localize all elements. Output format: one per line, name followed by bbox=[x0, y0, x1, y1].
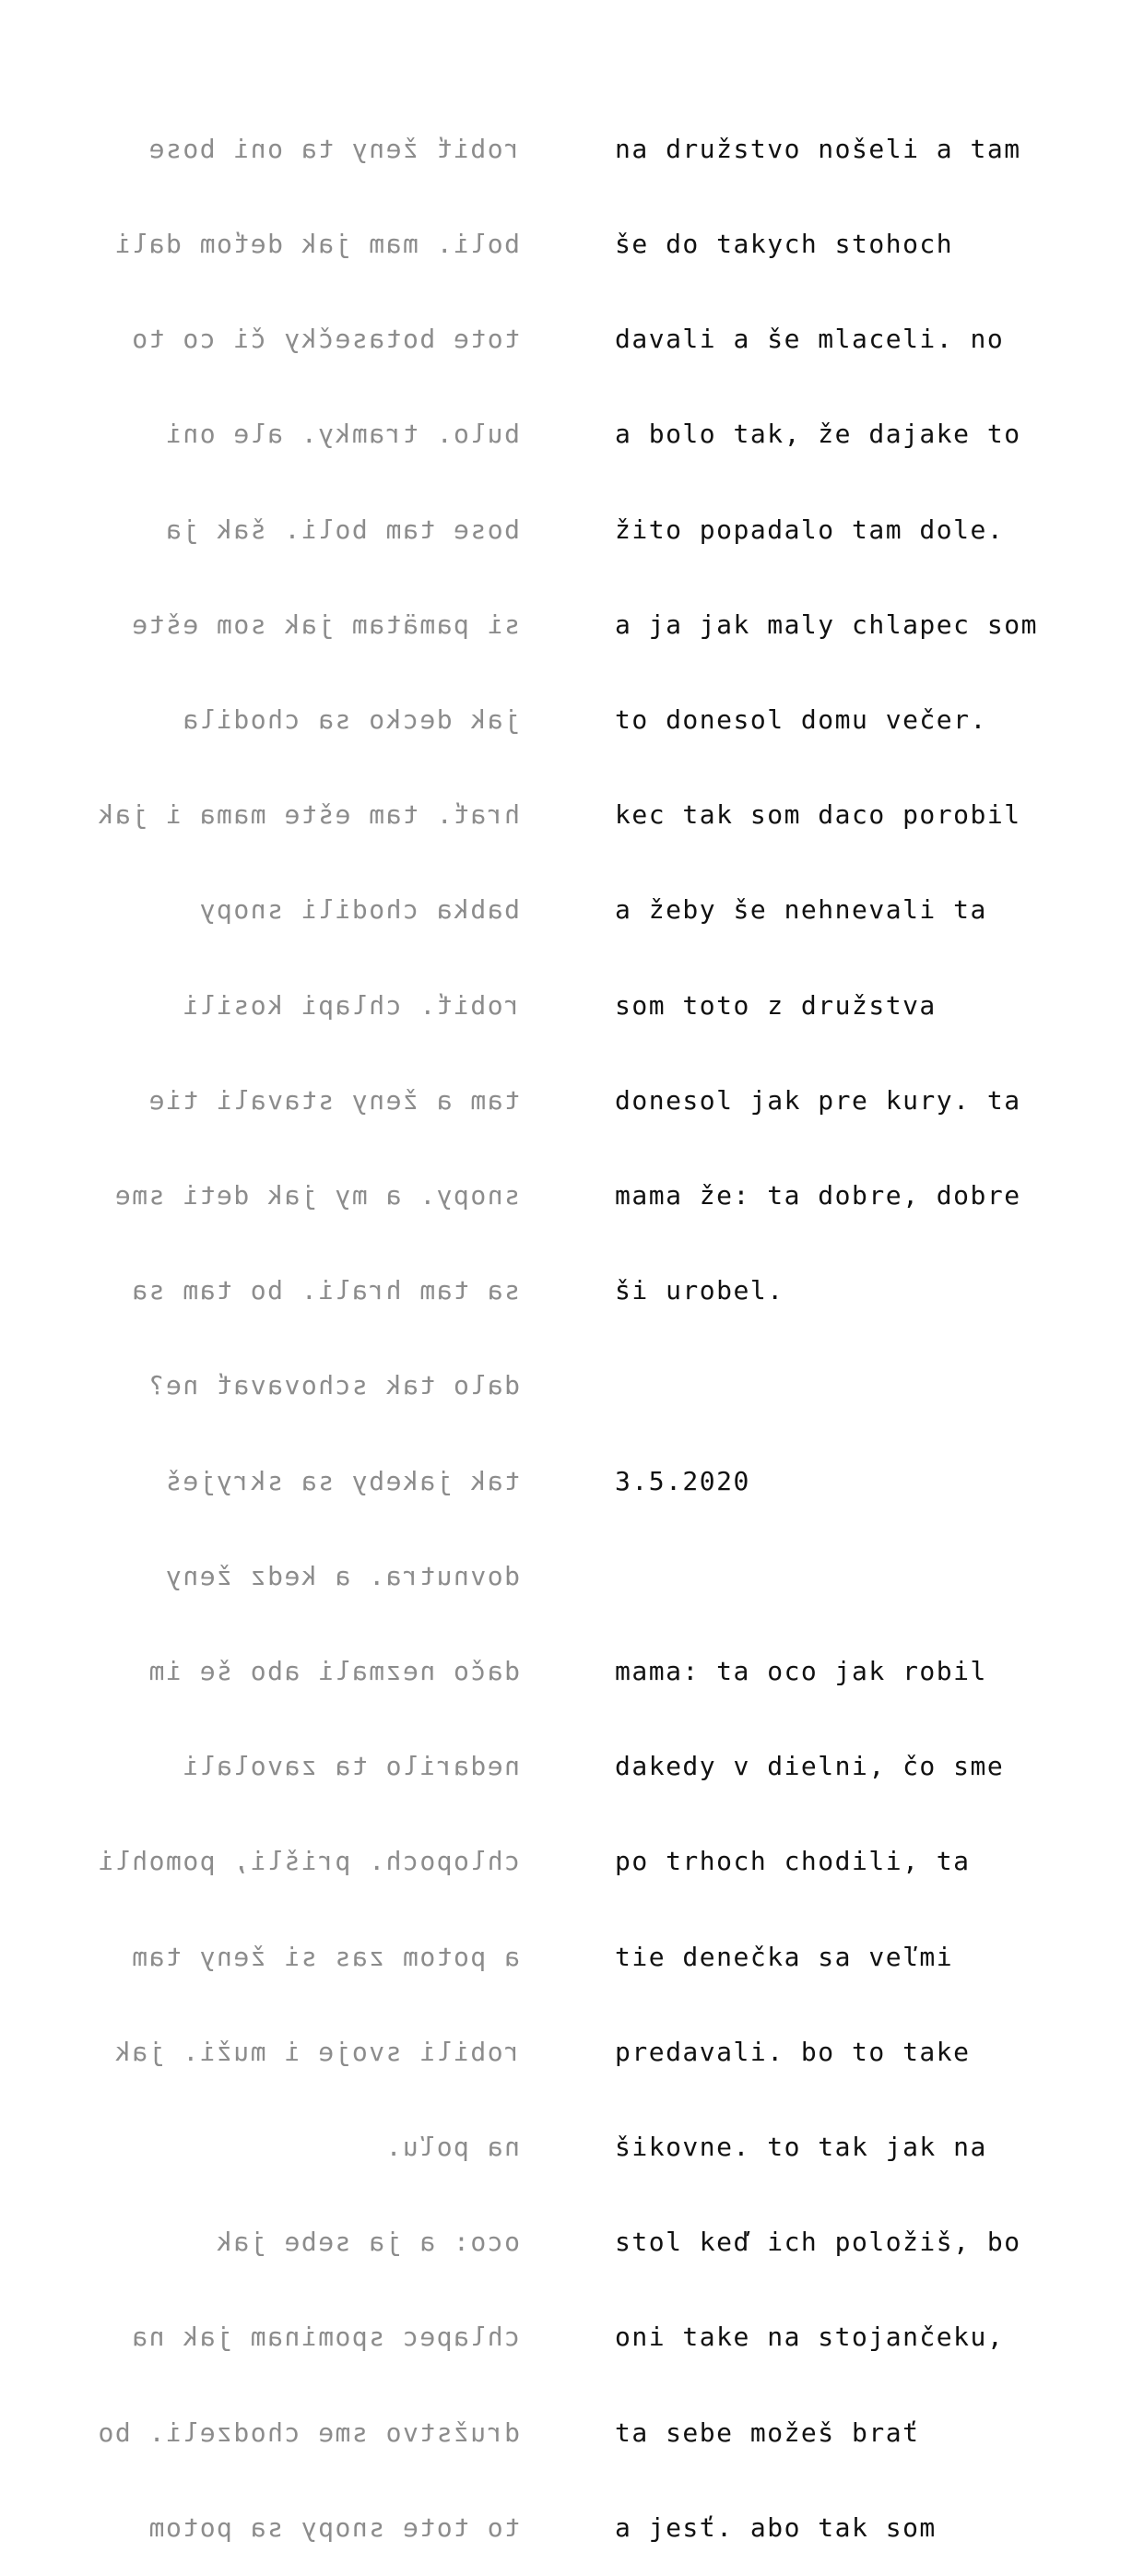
paragraph-gap bbox=[615, 1561, 1117, 1592]
mirrored-line: bulo. tramky. ale oni bbox=[164, 419, 520, 450]
text-line: žito popadalo tam dole. bbox=[615, 514, 1005, 545]
text-line: a jesť. abo tak som bbox=[615, 2511, 937, 2543]
mirrored-line: dačo nezmali abo še im bbox=[147, 1656, 520, 1687]
mirrored-line: na poľu. bbox=[384, 2132, 520, 2163]
mirrored-line: a potom zas si ženy tam bbox=[130, 1941, 520, 1972]
mirrored-line: tote botasečky či co to bbox=[130, 324, 520, 355]
mirrored-line: robiť. chlapi kosili bbox=[181, 989, 520, 1021]
mirrored-line: robiť ženy ta oni bose bbox=[147, 133, 520, 164]
mirrored-line: sa tam hrali. bo tam sa bbox=[130, 1275, 520, 1306]
mirrored-line: to tote snopy sa potom bbox=[147, 2511, 520, 2543]
mirrored-line: babka chodili snopy bbox=[198, 894, 520, 926]
main-text-column bbox=[615, 70, 1117, 2576]
text-line: a žeby še nehnevali ta bbox=[615, 894, 987, 926]
mirrored-line: družstvo sme chodzeli. bo bbox=[97, 2416, 520, 2448]
text-line: šikovne. to tak jak na bbox=[615, 2132, 987, 2163]
text-line: dakedy v dielni, čo sme bbox=[615, 1751, 1005, 1782]
text-line: davali a še mlaceli. no bbox=[615, 324, 1005, 355]
mirrored-line: oco: a ja sebe jak bbox=[215, 2227, 520, 2258]
text-line: mama že: ta dobre, dobre bbox=[615, 1180, 1021, 1211]
mirrored-line: bose tam boli. šak ja bbox=[164, 514, 520, 545]
text-line: donesol jak pre kury. ta bbox=[615, 1084, 1021, 1116]
mirrored-line: snopy. a my jak deti sme bbox=[113, 1180, 520, 1211]
mirrored-text-column bbox=[59, 70, 520, 2576]
mirrored-line: boli. mam jak deťom dali bbox=[113, 229, 520, 260]
mirrored-line: dalo tak schovavať ne? bbox=[147, 1370, 520, 1401]
text-line: mama: ta oco jak robil bbox=[615, 1656, 987, 1687]
date-heading: 3.5.2020 bbox=[615, 1465, 750, 1496]
text-line: a bolo tak, že dajake to bbox=[615, 419, 1021, 450]
mirrored-line: jak decko sa chodila bbox=[181, 704, 520, 736]
text-line: na družstvo nošeli a tam bbox=[615, 133, 1021, 164]
mirrored-line: hrať. tam ešte mama i jak bbox=[97, 799, 520, 831]
text-line: ta sebe možeš brať bbox=[615, 2416, 920, 2448]
text-line: kec tak som daco porobil bbox=[615, 799, 1021, 831]
mirrored-line: nedarilo ta zavolali bbox=[181, 1751, 520, 1782]
mirrored-line: chlapec spominam jak na bbox=[130, 2322, 520, 2353]
text-line: stol keď ich položiš, bo bbox=[615, 2227, 1021, 2258]
mirrored-line: tam a ženy stavali tie bbox=[147, 1084, 520, 1116]
text-line: a ja jak maly chlapec som bbox=[615, 609, 1038, 640]
text-line: oni take na stojančeku, bbox=[615, 2322, 1005, 2353]
text-line: som toto z družstva bbox=[615, 989, 937, 1021]
paragraph-gap bbox=[615, 1370, 1117, 1401]
text-line: predavali. bo to take bbox=[615, 2036, 971, 2067]
text-line: tie denečka sa veľmi bbox=[615, 1941, 954, 1972]
text-line: po trhoch chodili, ta bbox=[615, 1846, 971, 1877]
mirrored-line: robili svoje i muži. jak bbox=[113, 2036, 520, 2067]
text-line: še do takych stohoch bbox=[615, 229, 954, 260]
text-line: to donesol domu večer. bbox=[615, 704, 987, 736]
mirrored-line: dovnutra. a kedz ženy bbox=[164, 1560, 520, 1591]
mirrored-line: tak jakeby sa skryješ bbox=[164, 1465, 520, 1496]
mirrored-line: si pamätam jak som ešte bbox=[130, 609, 520, 640]
text-line: ši urobel. bbox=[615, 1275, 784, 1306]
mirrored-line: chlopoch. prišli, pomohli bbox=[97, 1846, 520, 1877]
